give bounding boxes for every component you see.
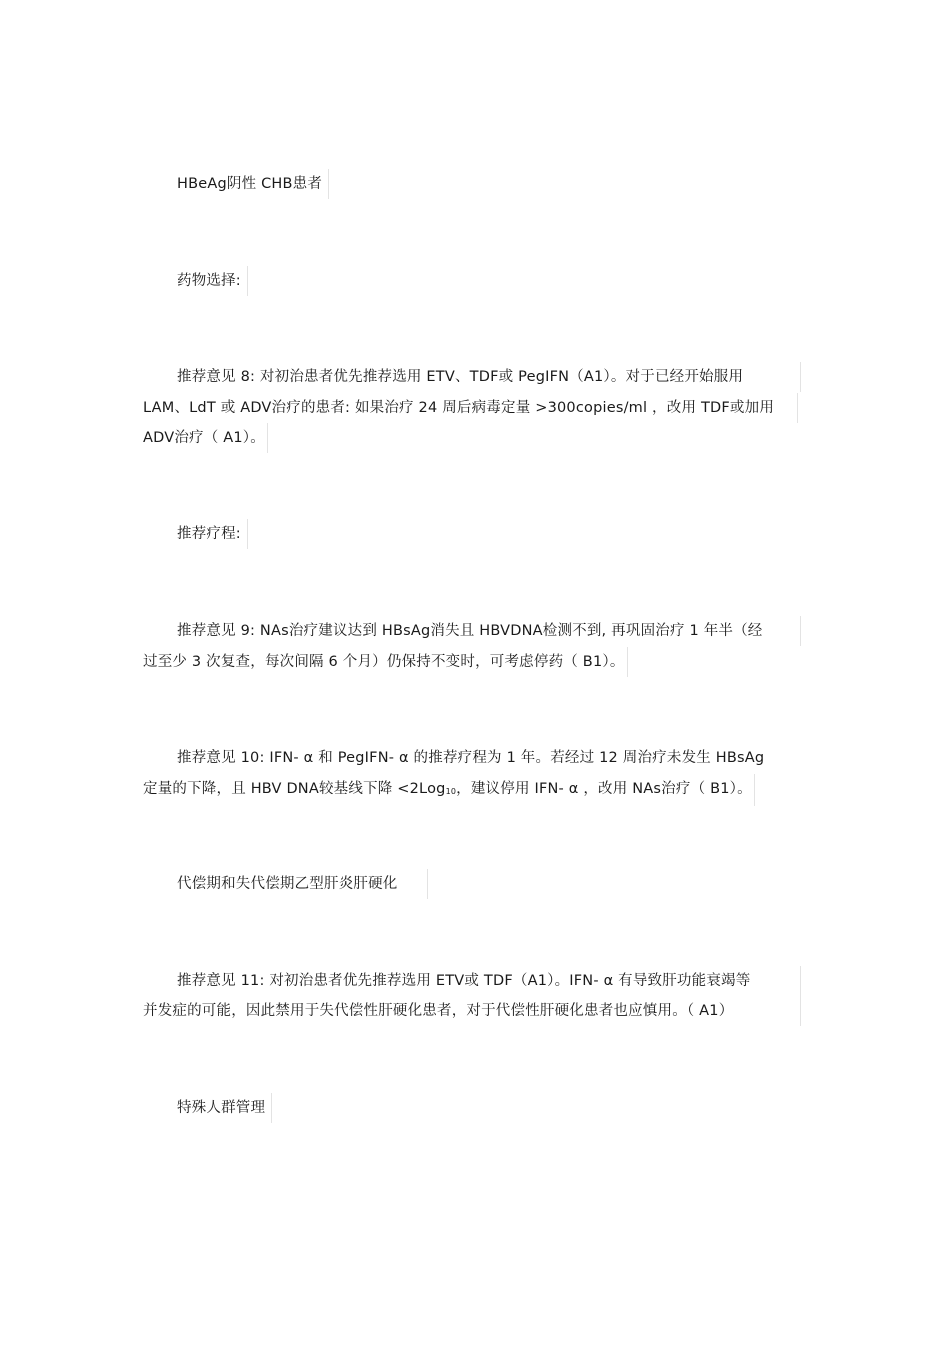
- recommendation-10-line-2: [143, 774, 755, 806]
- recommendation-10-line-2-post: ，建议停用 IFN- α ，改用 NAs治疗（ B1）。: [456, 781, 752, 797]
- recommendation-8-line-1: 推荐意见 8: 对初治患者优先推荐选用 ETV、TDF或 PegIFN（A1）。对于已经开始服用: [177, 362, 801, 392]
- section-heading-course: 推荐疗程:: [177, 519, 248, 549]
- section-heading-drug-selection: 药物选择:: [177, 266, 248, 296]
- section-heading-hbeag-negative: HBeAg阴性 CHB患者: [177, 169, 329, 199]
- recommendation-11-line-1: 推荐意见 11: 对初治患者优先推荐选用 ETV或 TDF（A1）。IFN- α 有导致肝功能衰竭等: [177, 966, 801, 996]
- recommendation-8-line-2: LAM、LdT 或 ADV治疗的患者: 如果治疗 24 周后病毒定量 >300copies/ml ，改用 TDF或加用: [143, 393, 798, 423]
- recommendation-9-line-2: 过至少 3 次复查，每次间隔 6 个月）仍保持不变时，可考虑停药（ B1）。: [143, 647, 628, 677]
- recommendation-8-line-3: ADV治疗（ A1）。: [143, 423, 268, 453]
- section-heading-special-populations: 特殊人群管理: [177, 1093, 272, 1123]
- recommendation-10-line-1: 推荐意见 10: IFN- α 和 PegIFN- α 的推荐疗程为 1 年。若经过 12 周治疗未发生 HBsAg: [177, 750, 765, 766]
- recommendation-11-line-2: 并发症的可能，因此禁用于失代偿性肝硬化患者，对于代偿性肝硬化患者也应慎用。（ A1）: [143, 996, 801, 1026]
- section-heading-cirrhosis: 代偿期和失代偿期乙型肝炎肝硬化: [177, 869, 428, 899]
- recommendation-10-line-2-pre: 定量的下降，且 HBV DNA较基线下降 <2Log: [143, 781, 446, 797]
- log-subscript: 10: [445, 787, 457, 796]
- recommendation-9-line-1: 推荐意见 9: NAs治疗建议达到 HBsAg消失且 HBVDNA检测不到, 再巩固治疗 1 年半（经: [177, 616, 801, 646]
